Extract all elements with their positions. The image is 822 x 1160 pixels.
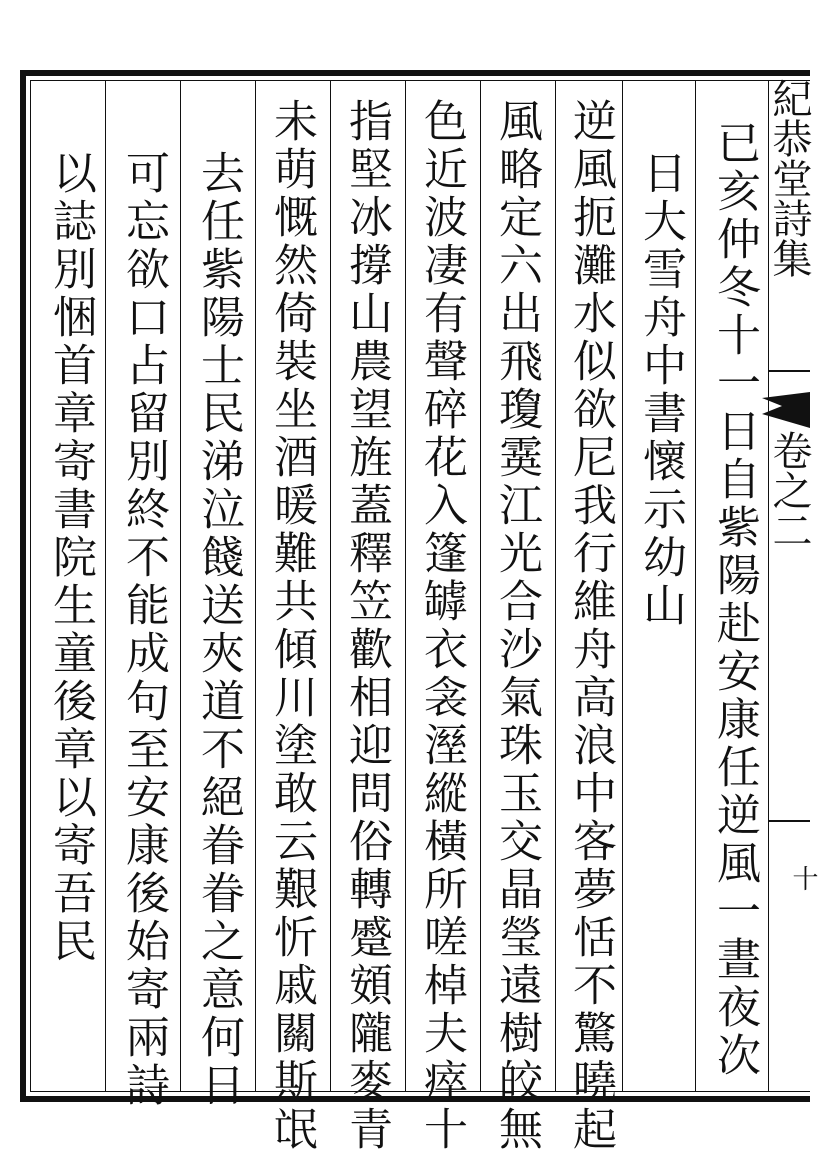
fold-page-number: 十 xyxy=(788,865,818,891)
fishtail-mark-icon xyxy=(762,392,810,428)
fold-divider xyxy=(768,820,810,822)
column-rule xyxy=(622,80,623,1092)
column-rule xyxy=(480,80,481,1092)
text-column-9: 可忘欲口占留別終不能成句至安康後始寄兩詩 xyxy=(118,150,169,1110)
text-column-5: 色近波凄有聲碎花入篷罅衣衾溼縱橫所嗟棹夫瘁十 xyxy=(416,98,467,1154)
column-rule xyxy=(180,80,181,1092)
text-column-2: 日大雪舟中書懷示幼山 xyxy=(635,150,686,630)
column-rule xyxy=(105,80,106,1092)
fold-book-title: 紀恭堂詩集 xyxy=(766,78,812,278)
fold-divider xyxy=(768,370,810,372)
column-rule xyxy=(695,80,696,1092)
column-rule xyxy=(555,80,556,1092)
text-column-1: 已亥仲冬十一日自紫陽赴安康任逆風一晝夜次 xyxy=(709,120,760,1080)
text-column-3: 逆風扼灘水似欲尼我行維舟高浪中客夢恬不驚曉起 xyxy=(565,98,616,1154)
text-column-6: 指堅冰撐山農望旌蓋釋笠歡相迎問俗轉蹙頞隴麥青 xyxy=(341,98,392,1154)
text-column-7: 未萌慨然倚裝坐酒暖難共傾川塗敢云艱忻戚關斯氓 xyxy=(266,98,317,1154)
column-rule xyxy=(255,80,256,1092)
column-rule xyxy=(405,80,406,1092)
text-column-4: 風略定六出飛瓊霙江光合沙氣珠玉交晶瑩遠樹皎無 xyxy=(491,98,542,1154)
text-column-8: 去任紫陽士民涕泣餞送夾道不絕眷眷之意何日 xyxy=(193,150,244,1110)
column-rule xyxy=(330,80,331,1092)
text-column-10: 以誌別悃首章寄書院生童後章以寄吾民 xyxy=(45,150,96,966)
fold-volume-title: 卷之二 xyxy=(766,430,812,550)
